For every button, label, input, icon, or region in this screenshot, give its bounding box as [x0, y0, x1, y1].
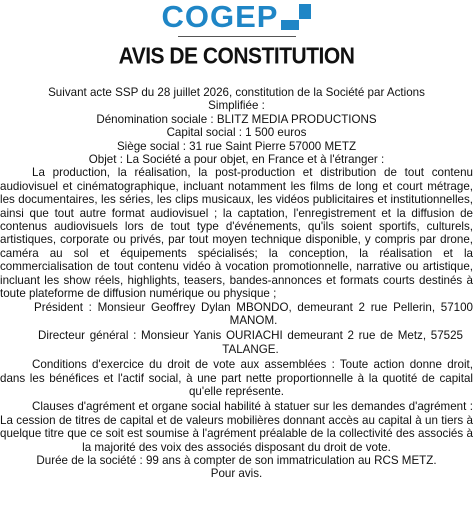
objet-header: Objet : La Société a pour objet, en France et à l'étranger : [88, 153, 385, 167]
duree-line: Durée de la société : 99 ans à compter de son immatriculation au RCS METZ. [36, 453, 437, 467]
capital-line: Capital social : 1 500 euros [166, 126, 307, 140]
directeur-paragraph: Directeur général : Monsieur Yanis OURIACHI demeurant 2 rue de Metz, 57525 TALANGE. [38, 329, 463, 356]
header-logo-area [0, 2, 473, 32]
conditions-paragraph: Conditions d'exercice du droit de vote aux assemblées : Toute action donne droit, dans les bénéfices et l'actif social, à une part nette proportionnelle à la quotité de capital qu'elle représente. [0, 358, 473, 398]
president-paragraph: Président : Monsieur Geoffrey Dylan MBONDO, demeurant 2 rue Pellerin, 57100 MANOM. [34, 300, 473, 327]
logo-wordmark: COGEP [161, 0, 279, 34]
notice-title: AVIS DE CONSTITUTION [118, 43, 355, 70]
pour-avis-line: Pour avis. [210, 467, 263, 481]
notice-body [0, 86, 473, 481]
cogep-logo [162, 2, 312, 32]
intro-line-1: Suivant acte SSP du 28 juillet 2026, constitution de la Société par Actions [48, 86, 425, 99]
clauses-paragraph: Clauses d'agrément et organe social habilité à statuer sur les demandes d'agrément : La cession de titres de capital et de valeurs mobilières donnant accès au capital à un tiers à quelque titre que ce soit est soumise à l'agrément préalable de la collectivité des associés à la majorité des voix des associés disposant du droit de vote. [0, 400, 473, 454]
denomination-line: Dénomination sociale : BLITZ MEDIA PRODUCTIONS [96, 112, 377, 126]
intro-line-2: Simplifiée : [208, 99, 265, 113]
title-divider [178, 36, 296, 37]
logo-mark-icon [281, 4, 311, 30]
objet-body: La production, la réalisation, la post-production et distribution de tout contenu audiovisuel et cinématographique, incluant notamment les films de long et court métrage, les documentaires, les séries, les clips musicaux, les vidéos publicitaires et institutionnelles, ainsi que tout autre format audiovisuel ; la captation, l'enregistrement et la diffusion de contenus audiovisuels lors de tout type d'événements, qu'ils soient sportifs, culturels, artistiques, corporate ou privés, par tout moyen technique disponible, y compris par drone, caméra au sol et équipements spécialisés; la conception, la réalisation et la commercialisation de tout contenu vidéo à vocation promotionnelle, narrative ou artistique, incluant les show réels, highlights, teasers, bandes-annonces et formats courts destinés à toute plateforme de diffusion numérique ou physique ; [0, 166, 473, 301]
siege-line: Siège social : 31 rue Saint Pierre 57000 METZ [116, 139, 357, 153]
